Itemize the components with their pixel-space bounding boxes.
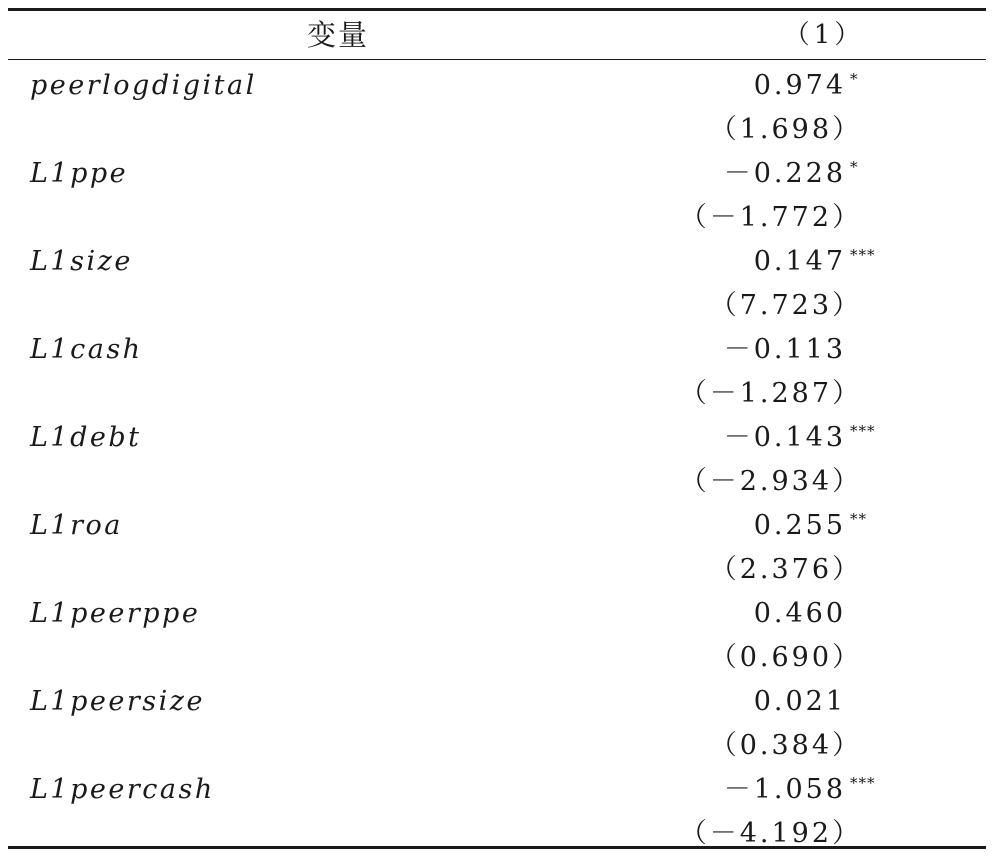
coefficient-value: 0.021 <box>753 686 846 717</box>
table-row-coef <box>8 328 986 372</box>
regression-table <box>8 8 986 849</box>
table-row-tstat <box>8 372 986 416</box>
variable-name: L1cash <box>30 334 143 365</box>
variable-name: L1roa <box>30 510 123 541</box>
t-statistic-value: （7.723） <box>709 290 862 321</box>
table-row-tstat <box>8 636 986 680</box>
coefficient-value: －0.228 <box>723 158 846 189</box>
t-statistic-value: （－1.287） <box>679 378 862 409</box>
significance-stars: *** <box>850 422 876 440</box>
coefficient-value: 0.974 <box>753 70 846 101</box>
variable-name: L1peerppe <box>30 598 201 629</box>
significance-stars: * <box>850 158 859 176</box>
t-statistic-value: （－2.934） <box>679 466 862 497</box>
table-row-coef <box>8 504 986 548</box>
table-row-tstat <box>8 196 986 240</box>
coefficient-value: 0.255 <box>753 510 846 541</box>
significance-stars: *** <box>850 774 876 792</box>
coefficient-value: 0.147 <box>753 246 846 277</box>
variable-name: L1ppe <box>30 158 129 189</box>
significance-stars: *** <box>850 246 876 264</box>
variable-name: L1peercash <box>30 774 215 805</box>
header-column-1: （1） <box>783 20 865 50</box>
table-row-coef <box>8 680 986 724</box>
t-statistic-value: （－1.772） <box>679 202 862 233</box>
t-statistic-value: （1.698） <box>709 114 862 145</box>
table-row-coef <box>8 152 986 196</box>
variable-name: L1debt <box>30 422 142 453</box>
t-statistic-value: （0.384） <box>709 730 862 761</box>
table-body <box>8 60 986 849</box>
coefficient-value: 0.460 <box>753 598 846 629</box>
table-row-tstat <box>8 724 986 768</box>
table-row-tstat <box>8 108 986 152</box>
coefficient-value: －0.143 <box>723 422 846 453</box>
variable-name: L1peersize <box>30 686 205 717</box>
table-row-coef <box>8 64 986 108</box>
table-header <box>8 11 986 59</box>
significance-stars: ** <box>850 510 867 528</box>
variable-name: L1size <box>30 246 133 277</box>
variable-name: peerlogdigital <box>30 70 257 101</box>
table-row-coef <box>8 416 986 460</box>
coefficient-value: －1.058 <box>723 774 846 805</box>
header-variable: 变量 <box>306 18 369 52</box>
t-statistic-value: （－4.192） <box>679 818 862 849</box>
table-row-coef <box>8 592 986 636</box>
t-statistic-value: （0.690） <box>709 642 862 673</box>
table-row-coef <box>8 240 986 284</box>
table-row-tstat <box>8 548 986 592</box>
table-row-tstat <box>8 460 986 504</box>
coefficient-value: －0.113 <box>723 334 846 365</box>
significance-stars: * <box>850 70 859 88</box>
t-statistic-value: （2.376） <box>709 554 862 585</box>
table-row-tstat <box>8 284 986 328</box>
table-row-tstat <box>8 812 986 856</box>
table-row-coef <box>8 768 986 812</box>
